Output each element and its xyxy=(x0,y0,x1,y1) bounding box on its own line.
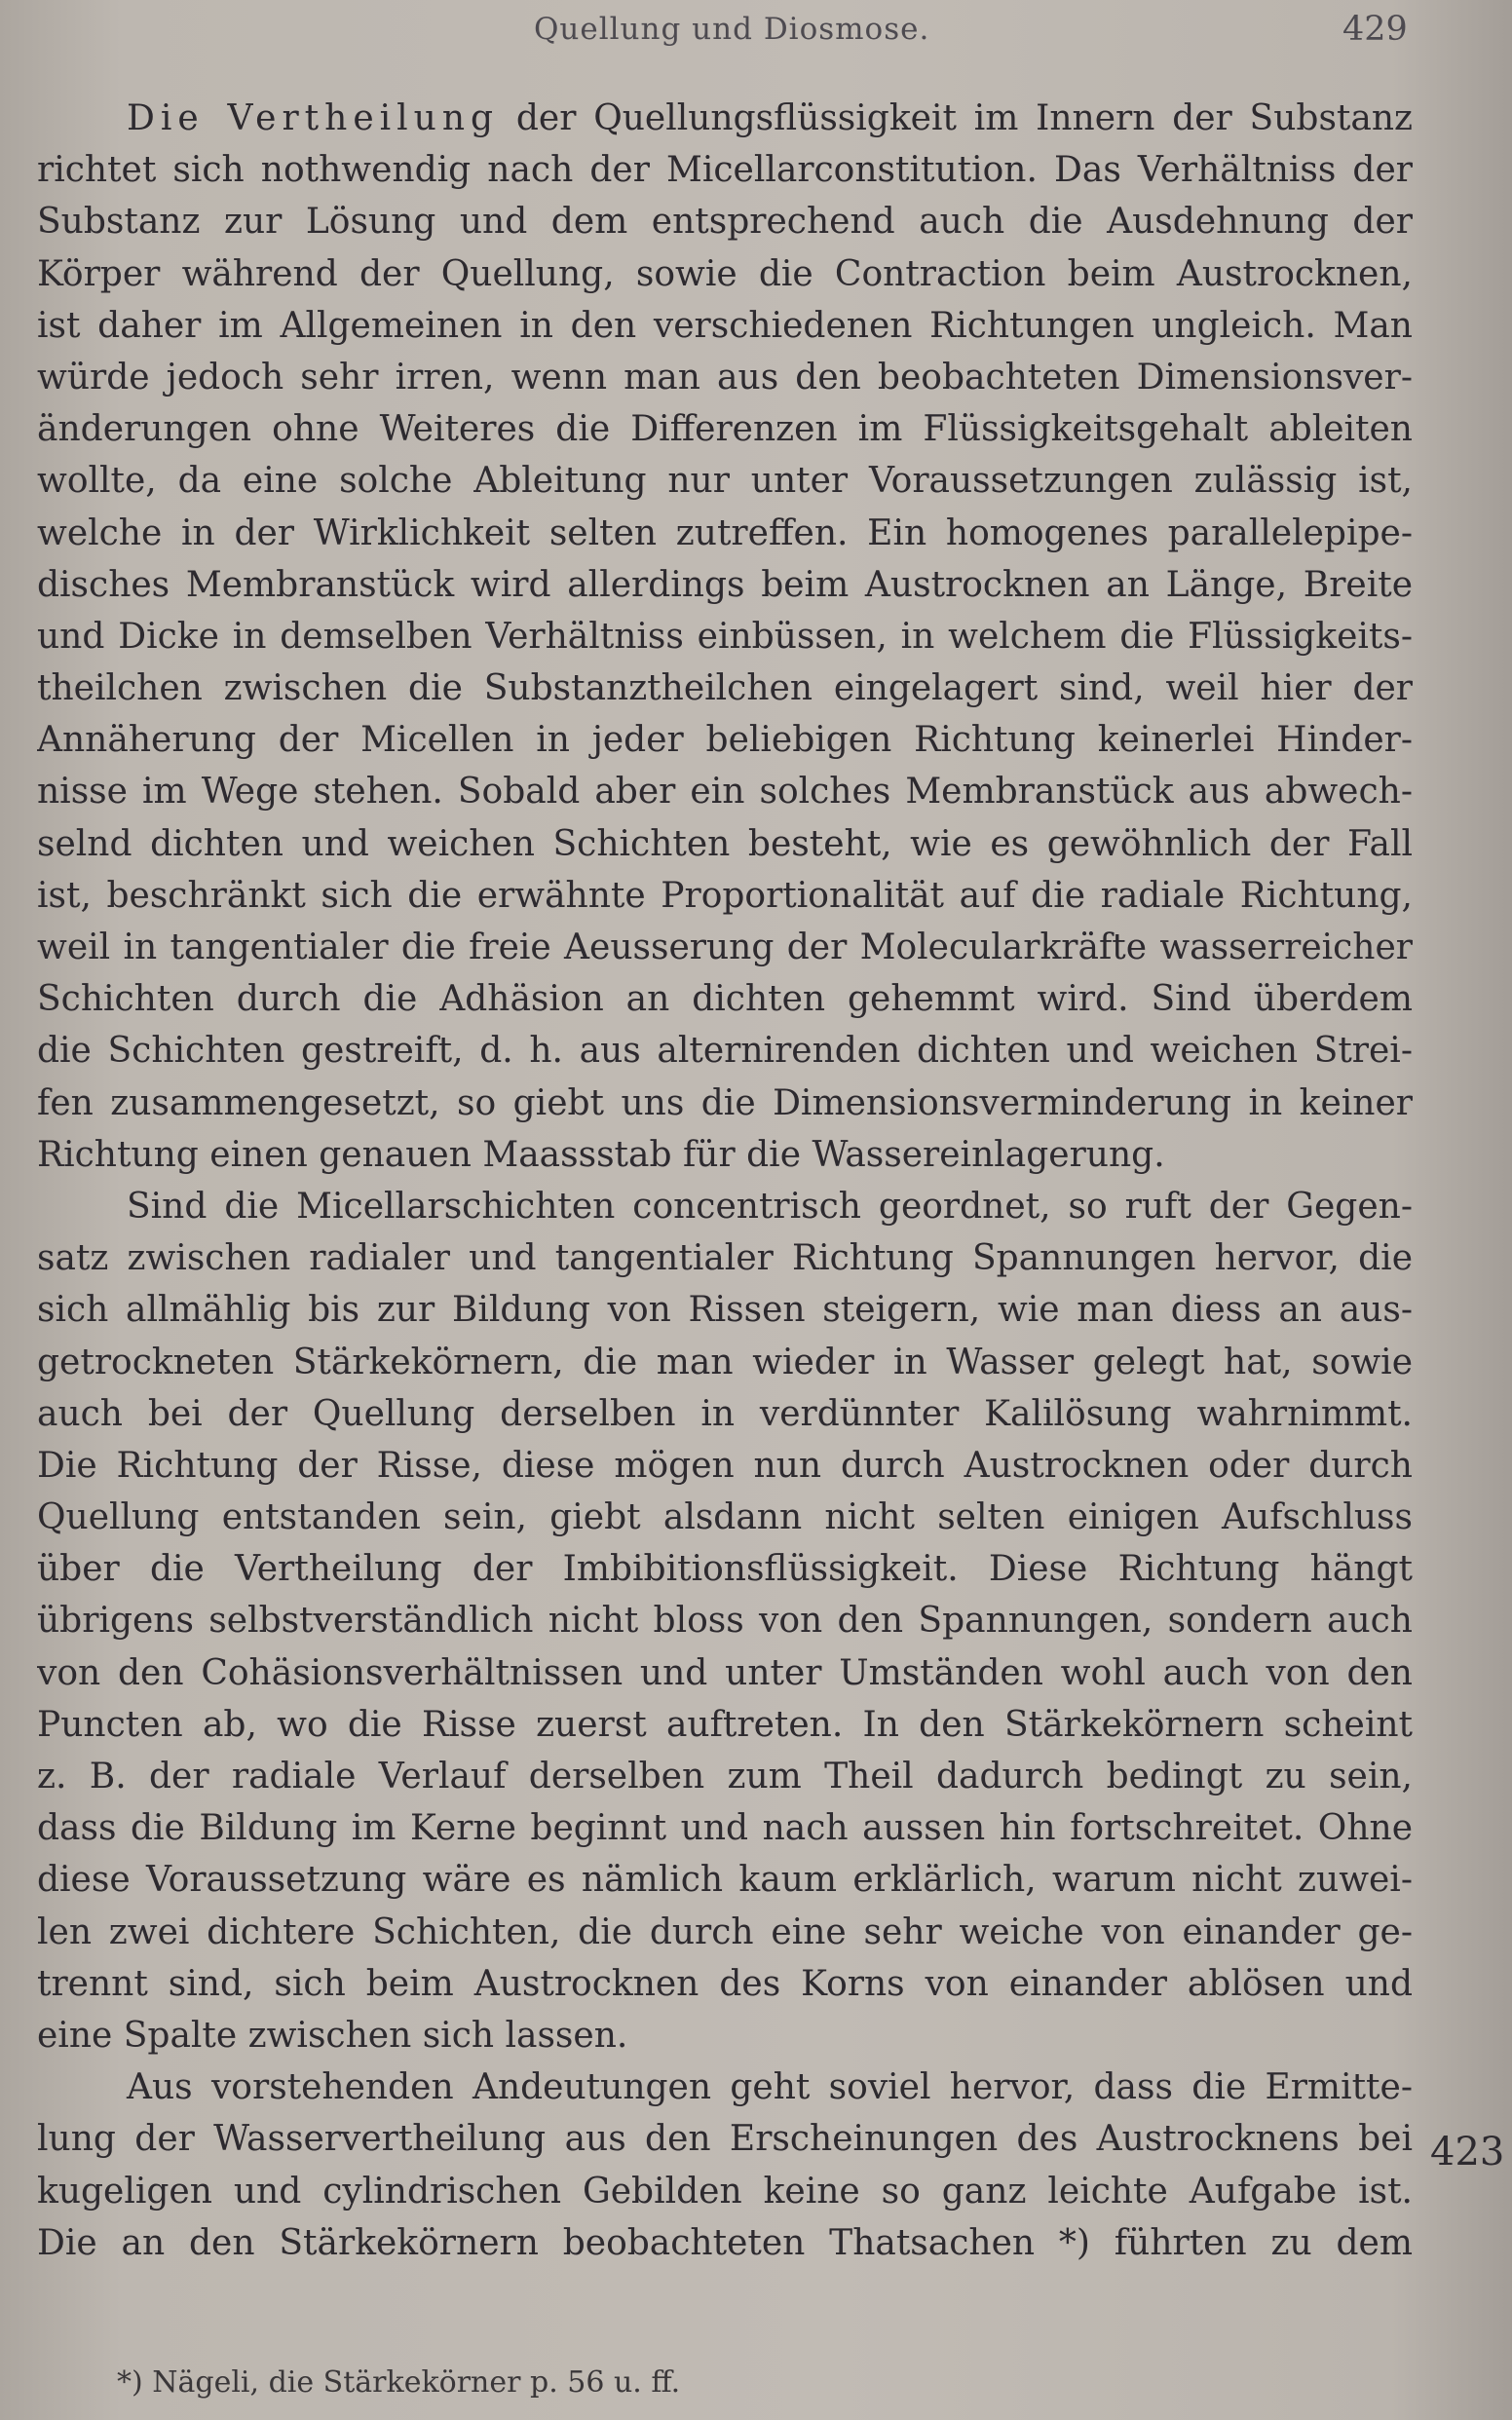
text-line: weil in tangentialer die freie Aeusserung der Molecularkräfte wasserreicher xyxy=(37,927,1413,967)
text-line: und Dicke in demselben Verhältniss einbüssen, in welchem die Flüssigkeits- xyxy=(37,616,1413,657)
running-head xyxy=(0,8,1512,57)
text-line: disches Membranstück wird allerdings beim Austrocknen an Länge, Breite xyxy=(37,564,1413,605)
text-line: Aus vorstehenden Andeutungen geht soviel hervor, dass die Ermitte- xyxy=(127,2067,1413,2108)
text-line: Substanz zur Lösung und dem entsprechend auch die Ausdehnung der xyxy=(37,202,1413,243)
text-line: selnd dichten und weichen Schichten besteht, wie es gewöhnlich der Fall xyxy=(37,823,1413,864)
text-line: änderungen ohne Weiteres die Differenzen im Flüssigkeitsgehalt ableiten xyxy=(37,409,1413,450)
text-line: Sind die Micellarschichten concentrisch geordnet, so ruft der Gegen- xyxy=(127,1186,1413,1227)
line-rest: der Quellungsflüssigkeit im Innern der Substanz xyxy=(515,98,1413,138)
running-head-title: Quellung und Diosmose. xyxy=(534,12,930,47)
text-line: getrockneten Stärkekörnern, die man wieder in Wasser gelegt hat, sowie xyxy=(37,1342,1413,1382)
text-line: kugeligen und cylindrischen Gebilden keine so ganz leichte Aufgabe ist. xyxy=(37,2171,1413,2212)
text-line: sich allmählig bis zur Bildung von Rissen steigern, wie man diess an aus- xyxy=(37,1290,1413,1331)
text-line: Schichten durch die Adhäsion an dichten gehemmt wird. Sind überdem xyxy=(37,979,1413,1020)
text-line: Quellung entstanden sein, giebt alsdann nicht selten einigen Aufschluss xyxy=(37,1497,1413,1538)
spaced-phrase: Die Vertheilung xyxy=(127,98,500,138)
text-line: welche in der Wirklichkeit selten zutreffen. Ein homogenes parallelepipe- xyxy=(37,512,1413,553)
text-line: lung der Wasservertheilung aus den Erscheinungen des Austrocknens bei xyxy=(37,2119,1413,2160)
text-line: Die Richtung der Risse, diese mögen nun durch Austrocknen oder durch xyxy=(37,1445,1413,1486)
text-line: Körper während der Quellung, sowie die Contraction beim Austrocknen, xyxy=(37,253,1413,294)
text-line: dass die Bildung im Kerne beginnt und nach aussen hin fortschreitet. Ohne xyxy=(37,1808,1413,1849)
text-line: satz zwischen radialer und tangentialer Richtung Spannungen hervor, die xyxy=(37,1238,1413,1279)
text-line: fen zusammengesetzt, so giebt uns die Dimensionsverminderung in keiner xyxy=(37,1082,1413,1123)
text-line: Puncten ab, wo die Risse zuerst auftreten. In den Stärkekörnern scheint xyxy=(37,1704,1413,1745)
text-line xyxy=(37,93,1413,144)
text-line: übrigens selbstverständlich nicht bloss von den Spannungen, sondern auch xyxy=(37,1601,1413,1642)
text-line: Die an den Stärkekörnern beobachteten Thatsachen *) führten zu dem xyxy=(37,2222,1413,2263)
text-line: diese Voraussetzung wäre es nämlich kaum erklärlich, warum nicht zuwei- xyxy=(37,1860,1413,1901)
text-line: auch bei der Quellung derselben in verdünnter Kalilösung wahrnimmt. xyxy=(37,1393,1413,1434)
text-line: ist daher im Allgemeinen in den verschiedenen Richtungen ungleich. Man xyxy=(37,305,1413,346)
text-line: ist, beschränkt sich die erwähnte Proportionalität auf die radiale Richtung, xyxy=(37,875,1413,916)
text-line: richtet sich nothwendig nach der Micellarconstitution. Das Verhältniss der xyxy=(37,150,1413,191)
text-line: die Schichten gestreift, d. h. aus alternirenden dichten und weichen Strei- xyxy=(37,1031,1413,1072)
text-line: über die Vertheilung der Imbibitionsflüssigkeit. Diese Richtung hängt xyxy=(37,1549,1413,1590)
text-line: wollte, da eine solche Ableitung nur unter Voraussetzungen zulässig ist, xyxy=(37,461,1413,502)
footnote: *) Nägeli, die Stärkekörner p. 56 u. ff. xyxy=(117,2365,681,2400)
text-line: theilchen zwischen die Substanztheilchen eingelagert sind, weil hier der xyxy=(37,668,1413,709)
text-line: nisse im Wege stehen. Sobald aber ein solches Membranstück aus abwech- xyxy=(37,772,1413,813)
text-line: von den Cohäsionsverhältnissen und unter Umständen wohl auch von den xyxy=(37,1652,1413,1693)
text-line: Richtung einen genauen Maassstab für die Wassereinlagerung. xyxy=(37,1134,1165,1175)
text-line: len zwei dichtere Schichten, die durch eine sehr weiche von einander ge- xyxy=(37,1911,1413,1952)
margin-page-number: 423 xyxy=(1430,2130,1505,2174)
text-line: eine Spalte zwischen sich lassen. xyxy=(37,2015,628,2056)
text-line: z. B. der radiale Verlauf derselben zum Theil dadurch bedingt zu sein, xyxy=(37,1757,1413,1796)
body-text xyxy=(37,93,1413,2269)
paragraph-2 xyxy=(37,1181,1413,2061)
text-line: würde jedoch sehr irren, wenn man aus den beobachteten Dimensionsver- xyxy=(37,357,1413,397)
page-number: 429 xyxy=(1342,10,1408,49)
text-line: Annäherung der Micellen in jeder beliebigen Richtung keinerlei Hinder- xyxy=(37,720,1413,761)
text-line: trennt sind, sich beim Austrocknen des Korns von einander ablösen und xyxy=(37,1963,1413,2004)
paragraph-1 xyxy=(37,93,1413,1181)
paragraph-3 xyxy=(37,2061,1413,2269)
